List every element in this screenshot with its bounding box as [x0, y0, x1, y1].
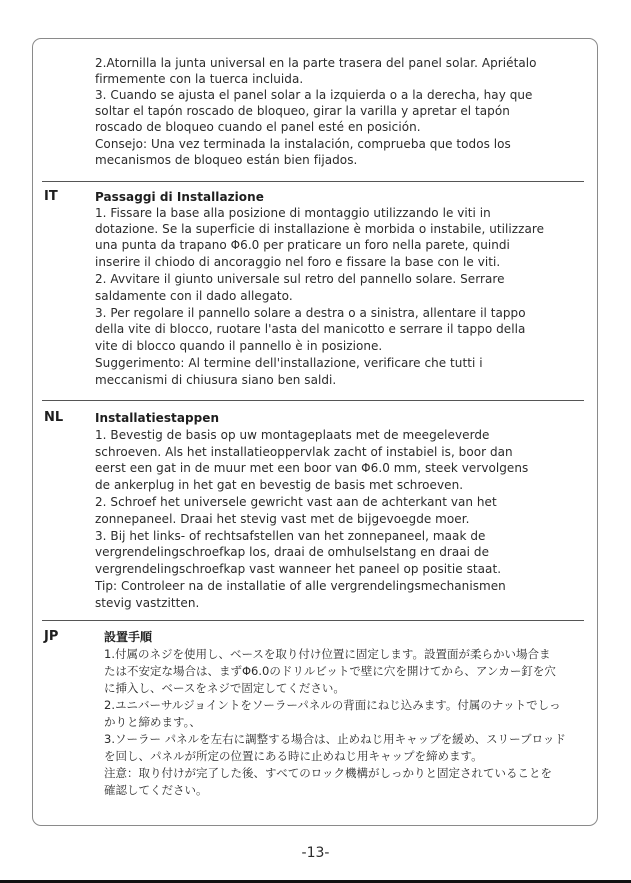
it-line: saldamente con il dado allegato.	[95, 289, 293, 303]
it-line: della vite di blocco, ruotare l'asta del manicotto e serrare il tappo della	[95, 322, 526, 336]
nl-line: vergrendelingschroefkap vast wanneer het paneel op positie staat.	[95, 562, 502, 576]
nl-line: 2. Schroef het universele gewricht vast aan de achterkant van het	[95, 495, 497, 509]
it-line: 2. Avvitare il giunto universale sul retro del pannello solare. Serrare	[95, 272, 505, 286]
jp-line: を回し、パネルが所定の位置にある時に止めねじ用キャップを締めます。	[104, 749, 483, 763]
nl-line: schroeven. Als het installatieoppervlak zacht of instabiel is, boor dan	[95, 445, 513, 459]
nl-line: Tip: Controleer na de installatie of alle vergrendelingsmechanismen	[95, 579, 506, 593]
nl-line: de ankerplug in het gat en bevestig de basis met schroeven.	[95, 478, 464, 492]
nl-line: stevig vastzitten.	[95, 596, 200, 610]
section-divider	[42, 181, 584, 182]
section-divider	[42, 620, 584, 621]
jp-line: 注意：取り付けが完了した後、すべてのロック機構がしっかりと固定されていることを	[104, 766, 553, 780]
it-line: dotazione. Se la superficie di installazione è morbida o instabile, utilizzare	[95, 222, 545, 236]
it-line: meccanismi di chiusura siano ben saldi.	[95, 373, 337, 387]
es-line: mecanismos de bloqueo están bien fijados.	[95, 153, 358, 167]
page-number: -13-	[301, 845, 330, 861]
section-divider	[42, 400, 584, 401]
jp-line: 1.付属のネジを使用し、ベースを取り付け位置に固定します。設置面が柔らかい場合ま	[104, 647, 551, 661]
es-line: firmemente con la tuerca incluida.	[95, 72, 304, 86]
nl-line: 3. Bij het links- of rechtsafstellen van het zonnepaneel, maak de	[95, 529, 486, 543]
it-line: 3. Per regolare il pannello solare a destra o a sinistra, allentare il tappo	[95, 306, 526, 320]
language-code-nl: NL	[44, 410, 64, 425]
it-line: 1. Fissare la base alla posizione di montaggio utilizzando le viti in	[95, 206, 491, 220]
section-title-jp: 設置手順	[104, 630, 153, 644]
es-line: 2.Atornilla la junta universal en la parte trasera del panel solar. Apriétalo	[95, 56, 537, 70]
section-title-nl: Installatiestappen	[95, 411, 220, 425]
it-line: inserire il chiodo di ancoraggio nel foro e fissare la base con le viti.	[95, 255, 501, 269]
jp-line: かりと締めます。、	[104, 715, 201, 729]
es-line: 3. Cuando se ajusta el panel solar a la izquierda o a la derecha, hay que	[95, 88, 533, 102]
language-code-jp: JP	[44, 629, 59, 644]
nl-line: zonnepaneel. Draai het stevig vast met de bijgevoegde moer.	[95, 512, 470, 526]
language-code-it: IT	[44, 189, 58, 204]
nl-line: eerst een gat in de muur met een boor van Φ6.0 mm, steek vervolgens	[95, 461, 529, 475]
it-line: Suggerimento: Al termine dell'installazione, verificare che tutti i	[95, 356, 483, 370]
nl-line: 1. Bevestig de basis op uw montageplaats met de meegeleverde	[95, 428, 490, 442]
section-title-it: Passaggi di Installazione	[95, 190, 264, 204]
it-line: vite di blocco quando il pannello è in posizione.	[95, 339, 383, 353]
jp-line: 3.ソーラー パネルを左右に調整する場合は、止めねじ用キャップを緩め、スリーブロッド	[104, 732, 566, 746]
jp-line: 確認してください。	[104, 783, 208, 797]
jp-line: 2.ユニバーサルジョイントをソーラーパネルの背面にねじ込みます。付属のナットでしっ	[104, 698, 561, 712]
es-line: roscado de bloqueo cuando el panel esté en posición.	[95, 120, 421, 134]
jp-line: たは不安定な場合は、まずΦ6.0のドリルビットで壁に穴を開けてから、アンカー釘を穴	[104, 664, 556, 678]
nl-line: vergrendelingschroefkap los, draai de omhulselstang en draai de	[95, 545, 489, 559]
jp-line: に挿入し、ベースをネジで固定してください。	[104, 681, 345, 695]
es-line: Consejo: Una vez terminada la instalación, comprueba que todos los	[95, 137, 511, 151]
es-line: soltar el tapón roscado de bloqueo, girar la varilla y apretar el tapón	[95, 104, 510, 118]
it-line: una punta da trapano Φ6.0 per praticare un foro nella parete, quindi	[95, 238, 510, 252]
